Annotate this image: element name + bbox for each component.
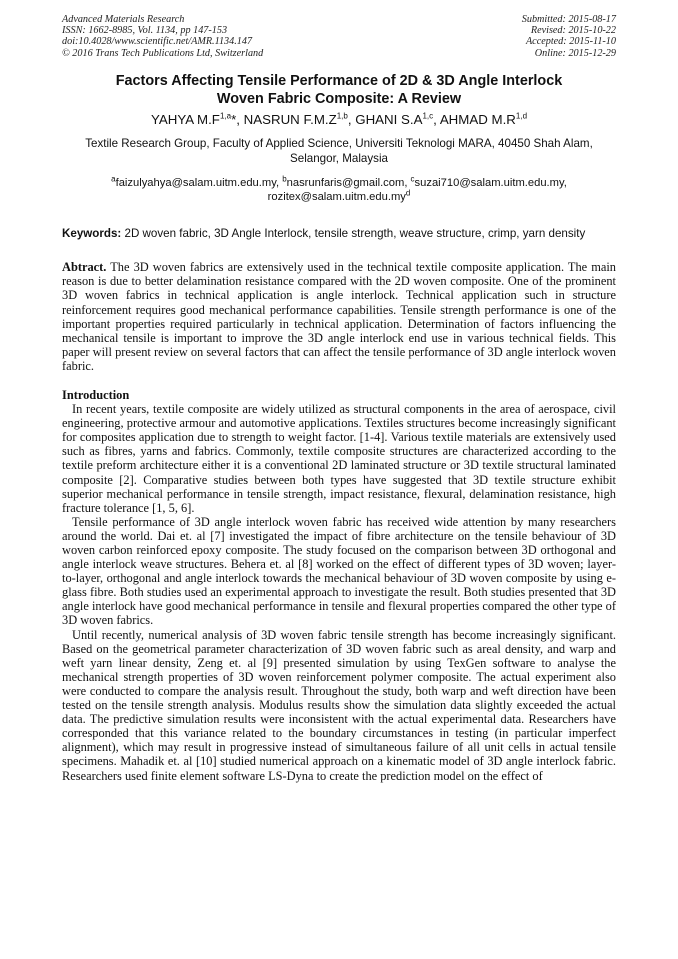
email-sup: b [282,174,287,184]
doi: doi:10.4028/www.scientific.net/AMR.1134.147 [62,36,253,48]
paper-page [62,14,616,783]
author-sep: , [347,111,356,127]
author-name: YAHYA M.F [150,111,220,127]
email-address[interactable]: suzai710@salam.uitm.edu.my, [414,176,567,189]
journal-header [62,14,616,59]
author-sep: *, [231,111,244,127]
online-date: Online: 2015-12-29 [534,47,616,59]
email-sup: c [410,174,415,184]
body-paragraph: Until recently, numerical analysis of 3D woven fabric tensile strength has become increasingly significant. Based on the geometrical parameter characterization of 3D woven fabric such as areal density, and warp and weft yarn linear density, Zeng et. al [9] presented simulation by using TexGen software to analyse the mechanical strength properties of 3D woven reinforcement polymer composite. The actual experiment also were conducted to compare the analysis result. Throughout the study, both warp and weft direction have been tested on the tensile strength analysis. Modulus results show the simulation data slightly exceeded the actual data. The predictive simulation results were inconsistent with the actual experimental data. Researchers have corresponded that this variance related to the boundary circumstances in testing (in particular imperfect alignment), which may result in progressive instead of simultaneous failure of all unit cells in actual tensile specimens. Mahadik et. al [10] studied numerical approach on a kinematic model of 3D angle interlock fabric. Researchers used finite element software LS-Dyna to create the prediction model on the effect of [62,627,616,783]
author-affil-sup: 1,b [336,111,348,121]
author-name: NASRUN F.M.Z [243,111,337,127]
paper-title [62,72,616,109]
author-sep: , [433,111,440,127]
email-address[interactable]: faizulyahya@salam.uitm.edu.my, [115,176,283,189]
keywords-text: 2D woven fabric, 3D Angle Interlock, tensile strength, weave structure, crimp, yarn density [121,226,586,240]
abstract-label: Abtract. [62,260,107,275]
accepted-date: Accepted: 2015-11-10 [525,36,616,48]
copyright: © 2016 Trans Tech Publications Ltd, Switzerland [62,47,264,59]
author-affil-sup: 1,a [219,111,232,121]
header-right [522,14,616,59]
title-line-1: Factors Affecting Tensile Performance of 2D & 3D Angle Interlock [115,72,563,89]
body-paragraph: Tensile performance of 3D angle interlock woven fabric has received wide attention by many researchers around the world. Dai et. al [7] investigated the impact of fibre architecture on the tensile behaviour of 3D woven carbon reinforced epoxy composite. The study focused on the comparison between 3D orthogonal and angle interlock weave structures. Behera et. al [8] worked on the effect of different types of 3D woven; layer-to-layer, orthogonal and angle interlock towards the mechanical behaviour of 3D woven composite by using e-glass fibre. Both studies used an experimental approach to investigate the result. Both studies presented that 3D angle interlock have good mechanical performance in tensile and flexural properties compared the other type of 3D woven fabrics. [62,514,616,628]
author-list [62,111,616,128]
issn: ISSN: 1662-8985, Vol. 1134, pp 147-153 [62,25,228,37]
author-name: AHMAD M.R [439,111,516,127]
author-affil-sup: 1,c [422,111,434,121]
header-left [62,14,263,59]
title-line-2: Woven Fabric Composite: A Review [216,91,462,108]
email-list [82,176,596,205]
author-affil-sup: 1,d [515,111,528,121]
email-address[interactable]: rozitex@salam.uitm.edu.my [267,191,406,204]
abstract [62,260,616,373]
email-address[interactable]: nasrunfaris@gmail.com, [286,176,411,189]
email-sup: d [405,188,411,198]
section-heading-introduction: Introduction [62,387,130,402]
journal-name: Advanced Materials Research [62,14,185,25]
affiliation: Textile Research Group, Faculty of Applied Science, Universiti Teknologi MARA, 40450 Shah Alam, Selangor, Malaysia [85,136,593,165]
revised-date: Revised: 2015-10-22 [530,25,616,37]
author-name: GHANI S.A [355,111,423,127]
email-sup: a [111,174,116,184]
submitted-date: Submitted: 2015-08-17 [521,14,616,25]
keywords [62,227,616,241]
body-paragraph: In recent years, textile composite are widely utilized as structural components in the area of aerospace, civil engineering, protective armour and automotive applications. Textiles structures become increasingly significant for composites application due to strength to weight factor. [1-4]. Various textile materials are extensively used such as fibres, yarns and fabrics. Commonly, textile composite structures are characterized according to the textile preform architecture either it is a conventional 2D laminated structure or 3D textile structural laminated composite [2]. Comparative studies between both types have suggested that 3D textile structure exhibit superior mechanical performance in tensile strength, impact resistance, flexural, delamination resistance, high fracture tolerance [1, 5, 6]. [62,402,616,515]
abstract-text: The 3D woven fabrics are extensively used in the technical textile composite application. The main reason is due to better delamination resistance compared with the 2D woven composite. One of the prominent 3D woven fabrics in technical application is angle interlock. Technical application such in structure reinforcement requires good mechanical performance capabilities. Tensile strength performance is one of the important properties required particularly in technical application. Determination of factors influencing the mechanical tensile is important to improve the 3D angle interlock end use in various technical fields. This paper will present review on several factors that can affect the tensile performance of 3D angle interlock woven fabric. [62,260,616,373]
keywords-label: Keywords: [62,226,122,240]
